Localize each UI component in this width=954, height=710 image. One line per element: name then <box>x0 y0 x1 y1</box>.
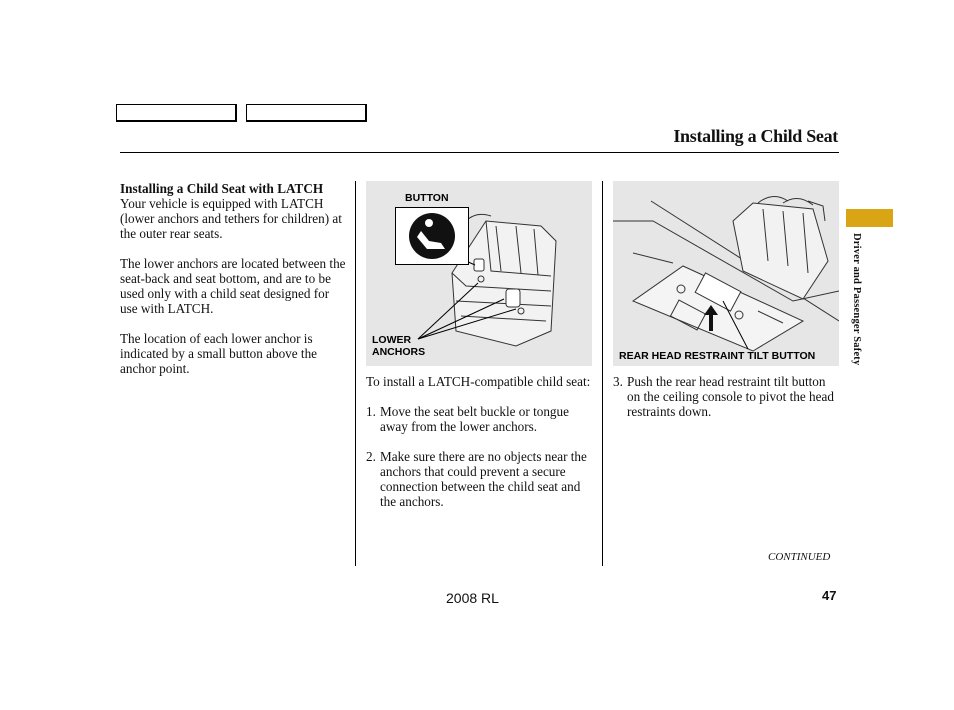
paragraph: The location of each lower anchor is indicated by a small button above the anchor point. <box>120 331 318 376</box>
model-label: 2008 RL <box>446 590 499 606</box>
figure-label-button: BUTTON <box>405 192 449 204</box>
button-callout-box <box>395 207 469 265</box>
latch-figure <box>366 181 592 366</box>
ceiling-console-illustration <box>613 181 839 366</box>
step-3: 3. Push the rear head restraint tilt button on the ceiling console to pivot the head restraints down. <box>613 374 834 419</box>
step-2: 2. Make sure there are no objects near the anchors that could prevent a secure connection between the child seat and the anchors. <box>366 449 587 509</box>
intro-text: To install a LATCH-compatible child seat: <box>366 374 591 389</box>
column-divider <box>355 181 356 566</box>
nav-box-2[interactable] <box>246 104 367 122</box>
title-rule <box>120 152 839 153</box>
step-1: 1. Move the seat belt buckle or tongue away from the lower anchors. <box>366 404 569 434</box>
figure-label-lower: LOWER <box>372 334 412 346</box>
figure-label-tilt-button: REAR HEAD RESTRAINT TILT BUTTON <box>619 350 816 362</box>
right-column <box>613 374 839 434</box>
paragraph: Your vehicle is equipped with LATCH (lower anchors and tethers for children) at the outer rear seats. <box>120 196 342 241</box>
page-title: Installing a Child Seat <box>673 126 838 146</box>
paragraph: The lower anchors are located between the seat-back and seat bottom, and are to be used only with a child seat designed for use with LATCH. <box>120 256 346 316</box>
page-number: 47 <box>822 588 837 603</box>
left-column <box>120 181 348 391</box>
section-side-label: Driver and Passenger Safety <box>851 233 862 366</box>
section-heading: Installing a Child Seat with LATCH <box>120 181 324 196</box>
nav-box-1[interactable] <box>116 104 237 122</box>
child-seat-symbol-icon <box>407 211 457 261</box>
middle-column <box>366 374 592 524</box>
headrest-figure <box>613 181 839 366</box>
continued-label: CONTINUED <box>768 551 831 563</box>
column-divider <box>602 181 603 566</box>
section-tab <box>846 209 893 227</box>
figure-label-anchors: ANCHORS <box>372 346 426 358</box>
